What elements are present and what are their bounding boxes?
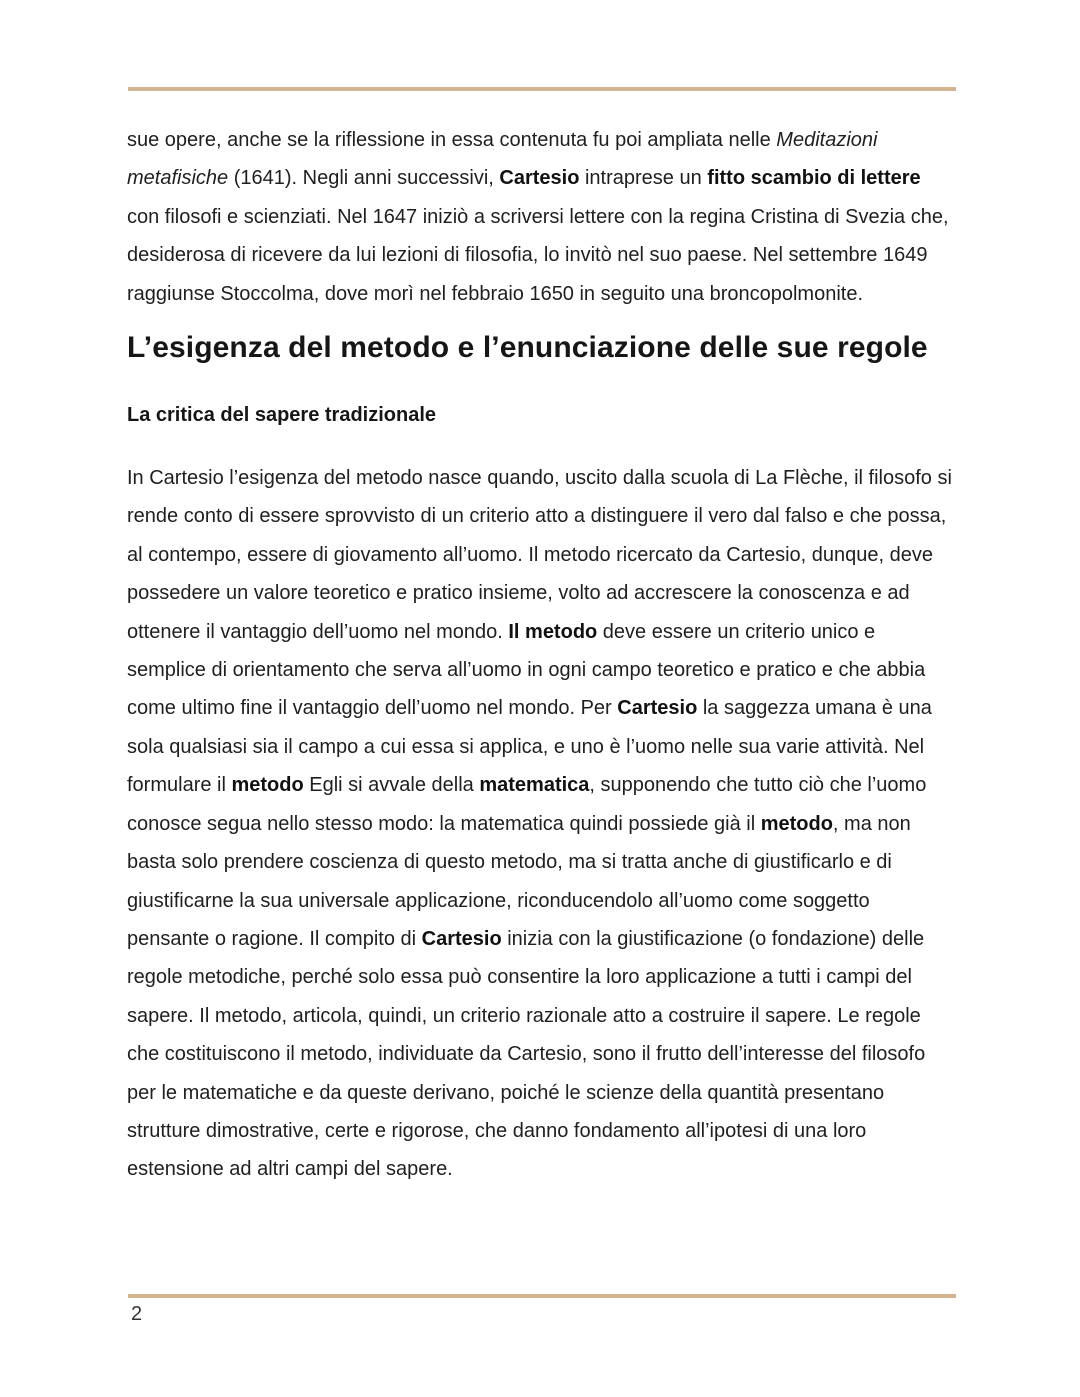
run: intraprese un [579,167,708,190]
run: con filosofi e scienziati. Nel 1647 iniziò a scriversi lettere con la regina Cristina di Svezia che, desiderosa di ricevere da lui lezioni di filosofia, lo invitò nel suo paese. Nel settembre 1649 raggiunse Stoccolma, dove morì nel febbraio 1650 in seguito una broncopolmonite. [127,205,949,305]
page-number: 2 [131,1303,143,1325]
run: In Cartesio l’esigenza del metodo nasce quando, uscito dalla scuola di La Flèche, il filosofo si rende conto di essere sprovvisto di un criterio atto a distinguere il vero dal falso e che possa, al contempo, essere di giovamento all’uomo. Il metodo ricercato da Cartesio, dunque, deve possedere un valore teoretico e pratico insieme, volto ad accrescere la conoscenza e ad ottenere il vantaggio dell’uomo nel mondo. [127,467,952,643]
run-bold: Cartesio [499,167,580,190]
page-content [127,121,957,1189]
run-bold: metodo [760,812,833,835]
run: , ma non basta solo prendere coscienza di questo metodo, ma si tratta anche di giustificarlo e di giustificarne la sua universale applicazione, riconducendolo all’uomo come soggetto pensante o ragione. Il compito di [127,812,911,950]
run-bold: metodo [231,774,304,797]
run-bold: Cartesio [617,697,698,720]
run-italic: Meditazioni metafisiche [127,129,878,190]
run: , supponendo che tutto ciò che l’uomo conosce segua nello stesso modo: la matematica quindi possiede già il [127,774,927,835]
paragraph-biography [127,121,957,313]
bottom-divider [128,1294,956,1298]
subsection-heading: La critica del sapere tradizionale [127,404,437,427]
run-bold: matematica [479,774,590,797]
run: sue opere, anche se la riflessione in essa contenuta fu poi ampliata nelle [127,129,777,151]
run: la saggezza umana è una sola qualsiasi sia il campo a cui essa si applica, e uno è l’uomo nelle sua varie attività. Nel formulare il [127,697,932,797]
run-bold: Cartesio [421,927,502,950]
run: inizia con la giustificazione (o fondazione) delle regole metodiche, perché solo essa può consentire la loro applicazione a tutti i campi del sapere. Il metodo, articola, quindi, un criterio razionale atto a costruire il sapere. Le regole che costituiscono il metodo, individuate da Cartesio, sono il frutto dell’interesse del filosofo per le matematiche e da queste derivano, poiché le scienze della quantità presentano strutture dimostrative, certe e rigorose, che danno fondamento all’ipotesi di una loro estensione ad altri campi del sapere. [127,927,926,1181]
run-bold: Il metodo [508,620,598,643]
run-bold: fitto scambio di lettere [707,167,921,190]
section-heading: L’esigenza del metodo e l’enunciazione delle sue regole [127,331,928,365]
run: Egli si avvale della [303,774,480,797]
run: deve essere un criterio unico e semplice di orientamento che serva all’uomo in ogni campo teoretico e pratico e che abbia come ultimo fine il vantaggio dell’uomo nel mondo. Per [127,620,926,720]
top-divider [128,87,956,91]
paragraph-method [127,459,957,1189]
run: (1641). Negli anni successivi, [228,167,500,190]
